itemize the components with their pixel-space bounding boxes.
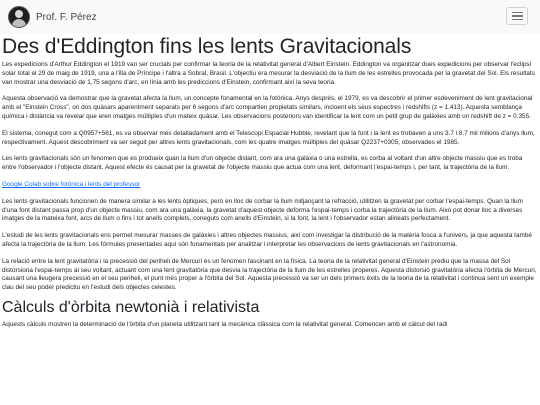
main-content [0,34,540,330]
paragraph-eddington: Les expedicions d'Arthur Eddington el 1919 van ser crucials per confirmar la teoria de la relativitat general d'Albert Einstein. Eddington va organitzar dues expedicions per observar l'eclipsi solar total el 29 de maig de 1919, una a l'illa de Príncipe i l'altra a Sobral, Brasil. L'objectiu era mesurar la desviació de la llum de les estrelles provocada per la gravetat del Sol. Els resultats van mostrar una desviació de 1,75 segons d'arc, en línia amb les prediccions d'Einstein, confirmant així la seva teoria. [2,61,535,86]
paragraph-dark-matter: L'estudi de les lents gravitacionals ens permet mesurar masses de galàxies i altres objectes massius, així com investigar la distribució de la matèria fosca a l'univers, ja que aquesta també afecta la trajectòria de la llum. Les fórmules presentades aquí són fonamentals per analitzar i interpretar les observacions de lents gravitacionals en l'astronomia. [2,232,532,248]
paragraph-orbits-intro: Aquests càlculs mostren la determinació de l'òrbita d'un planeta utilitzant tant la mecànica clàssica com la relativitat general. Comencen amb el càlcul del radi [2,320,448,328]
navbar-brand[interactable] [8,6,97,28]
paragraph-lens-function: Les lents gravitacionals funcionen de manera similar a les lents òptiques, però en lloc de corbar la llum mitjançant la refracció, utilitzen la gravetat per corbar l'espai-temps. Quan la llum d'una font distant passa prop d'un objecte massiu, com ara una galàxia, la gravetat d'aquest objecte deforma l'espai-temps i corba la trajectòria de la llum. Això pot donar lloc a diverses imatges de la mateixa font, arcs de llum o fins i tot anells complets, coneguts com anells d'Einstein, si la font, la lent i l'observador estan alineats perfectament. [2,197,523,223]
paragraph-q0957: El sistema, conegut com a Q0957+561, es va observar més detalladament amb el Telescopi Espacial Hubble, revelant que la font i la lent es trobaven a uns 3.7 i 8.7 mil milions d'anys llum, respectivament. Aquest descobriment va ser seguit per altres lents gravitacionals, com les quatre imatges múltiples del quàsar Q2237+0305, observades el 1985. [2,129,535,146]
author-photo-icon [8,6,30,28]
section-title-orbits: Càlculs d'òrbita newtonià i relativista [2,298,260,316]
colab-link[interactable]: Google Colab sobre fotònica i lents del professor [2,180,141,188]
navbar [0,0,540,34]
brand-name[interactable]: Prof. F. Pérez [36,11,97,23]
hamburger-menu-icon[interactable] [506,7,528,25]
paragraph-mercury: La relació entre la lent gravitatòria i la precessió del periheli de Mercuri és un fenomen fascinant en la física. La teoria de la relativitat general d'Einstein prediu que la massa del Sol distorsiona l'espai-temps al seu voltant, actuant com una lent gravitatòria que desvia la trajectòria de la llum de les estrelles properes. Aquesta distorsió gravitatòria afecta l'òrbita de Mercuri, causant una lleugera precessió en el seu periheli, el punt més proper a l'òrbita del Sol. Aquesta precessió va ser un dels primers èxits de la teoria de la relativitat i continua sent un exemple clau del seu poder predictiu en l'estudi dels objectes celestes. [2,257,537,292]
paragraph-einstein-cross: Aquesta observació va demostrar que la gravetat afecta la llum, un concepte fonamental en la fotònica. Anys després, el 1979, es va descobrir el primer esdeveniment de lent gravitacional amb el "Einstein Cross", on dos quàsars aparentment separats per 6 segons d'arc compartien propietats similars, incloent els seus espectres i redshifts (z = 1.413). Aquesta semblança química i distància va revelar que eren imatges múltiples d'un mateix quàsar. Les observacions posteriors van identificar la lent com un petit grup de galàxies amb un redshift de z = 0.355. [2,95,533,120]
colab-link-container [0,181,540,190]
paragraph-lens-definition: Les lents gravitacionals són un fenomen que es produeix quan la llum d'un objecte distant, com ara una galàxia o una estrella, es corba al voltant d'un altre objecte massiu que es troba entre l'observador i l'objecte distant. Aquest efecte és causat per la gravetat de l'objecte massiu que actua com una lent, deformant l'espai-temps i, per tant, la trajectòria de la llum. [2,155,523,172]
page-title: Des d'Eddington fins les lents Gravitacionals [2,35,412,58]
